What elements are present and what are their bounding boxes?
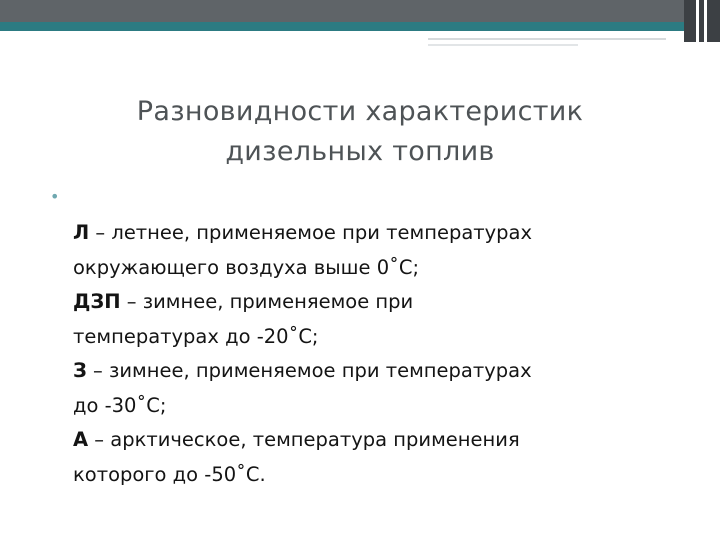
fuel-code: З [73,359,87,382]
corner-decoration [684,0,720,42]
fuel-description: – летнее, применяемое при температурах [89,221,533,244]
header-band [0,0,720,22]
decorative-line [428,38,666,40]
fuel-description: – зимнее, применяемое при температурах [86,359,532,382]
fuel-code: А [73,428,89,451]
corner-stripe [704,0,707,42]
list-item-line: температурах до -20˚С; [73,324,319,348]
header-accent-stripe [0,22,720,31]
list-item-line [73,285,703,320]
fuel-types-list [73,216,703,492]
fuel-code: ДЗП [73,290,121,313]
list-item-line [73,216,703,251]
fuel-code: Л [73,221,90,244]
title-line-1: Разновидности характеристик [136,96,584,127]
list-item-line: окружающего воздуха выше 0˚С; [73,255,420,279]
list-item-line [73,423,703,458]
list-item-line: до -30˚С; [73,393,167,417]
decorative-line [428,44,578,46]
list-item-line: которого до -50˚С. [73,462,266,486]
corner-stripe [696,0,699,42]
fuel-description: – зимнее, применяемое при [120,290,414,313]
title-line-2: дизельных топлив [225,136,495,167]
slide-title [60,92,660,172]
list-item-line [73,354,703,389]
fuel-description: – арктическое, температура применения [88,428,520,451]
bullet-icon: • [50,187,60,206]
